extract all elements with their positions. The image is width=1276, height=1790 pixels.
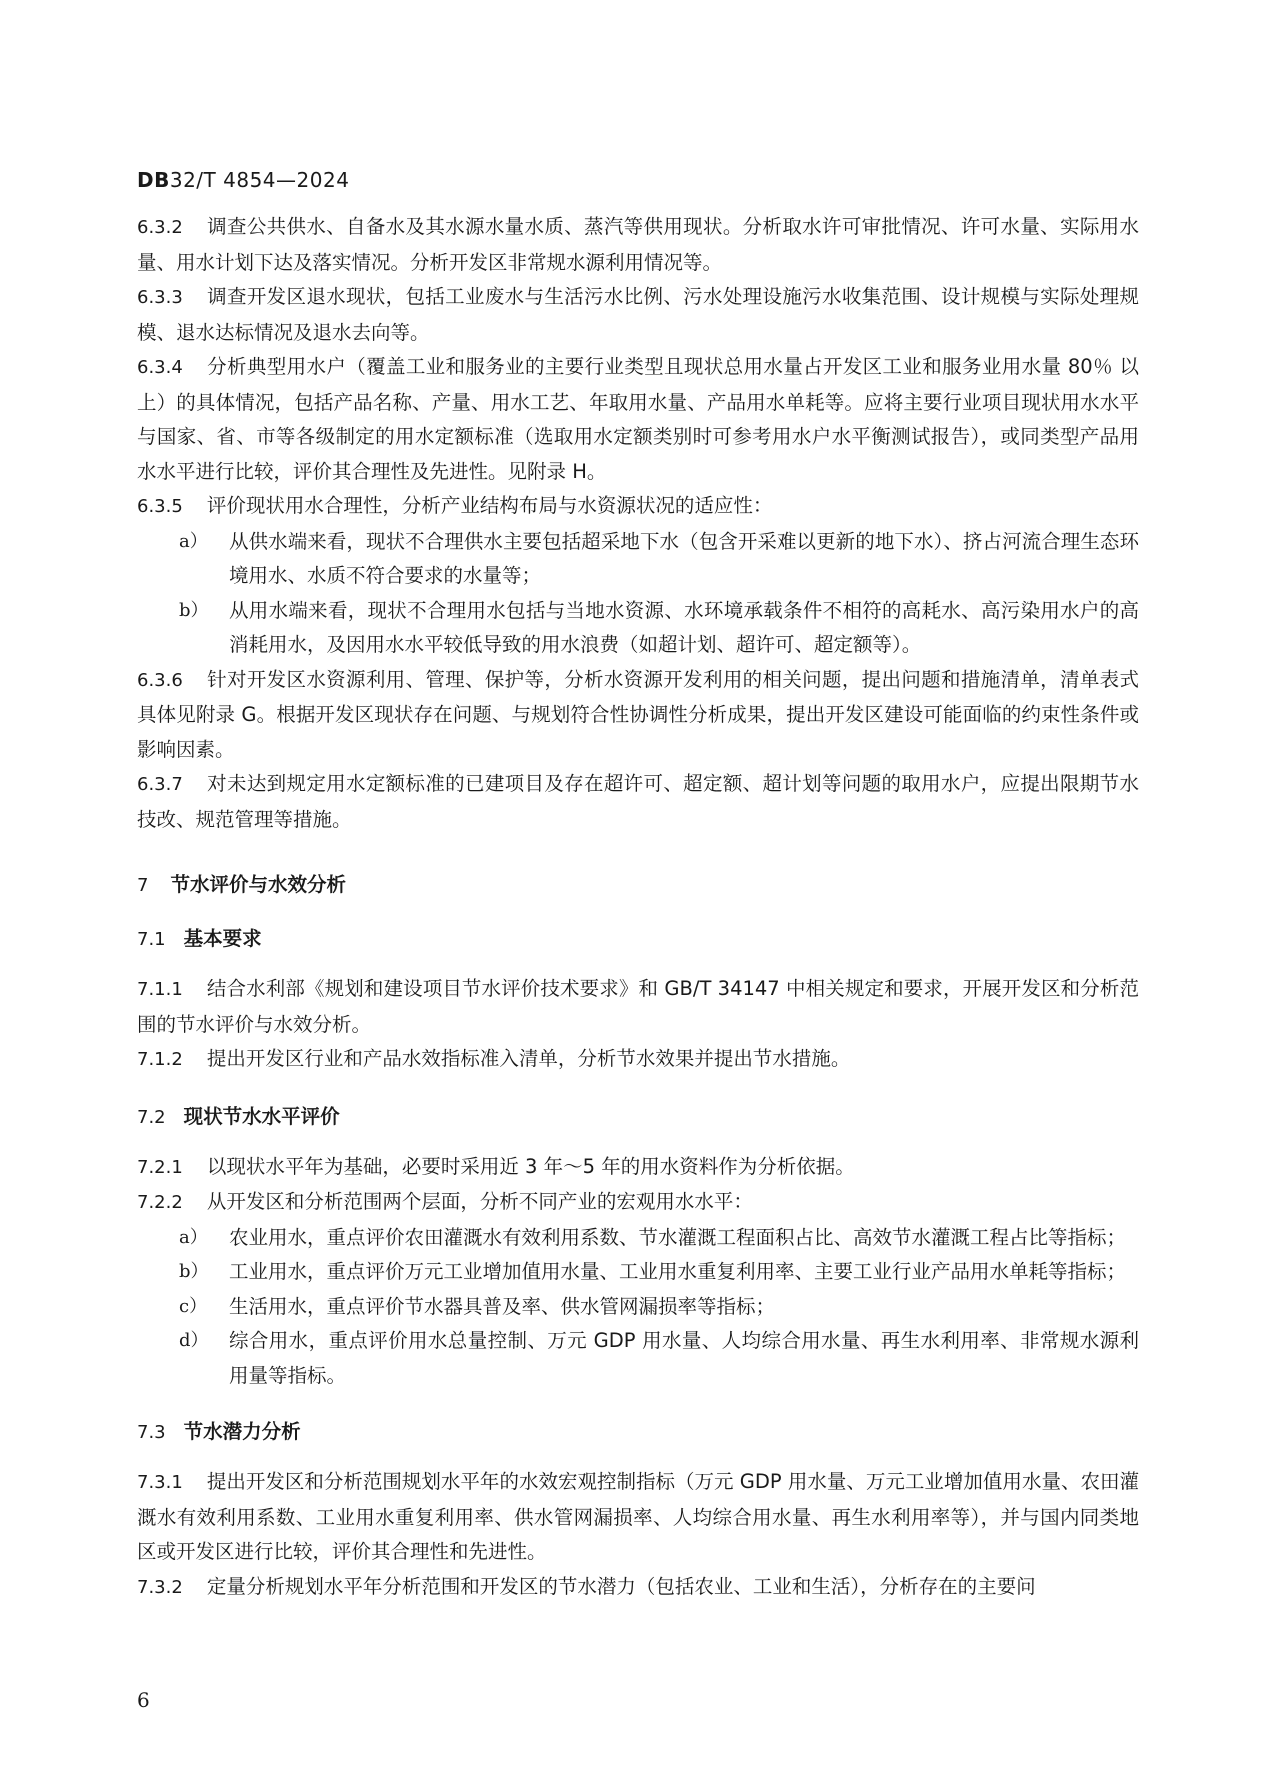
list-item-6-3-5-a	[137, 525, 1139, 594]
list-item-text: 农业用水，重点评价农田灌溉水有效利用系数、节水灌溉工程面积占比、高效节水灌溉工程占比等指标；	[229, 1225, 1127, 1249]
clause-6-3-2	[137, 210, 1139, 280]
clause-number: 7.3.1	[137, 1472, 183, 1493]
clause-number: 6.3.3	[137, 287, 183, 308]
clause-text: 针对开发区水资源利用、管理、保护等，分析水资源开发利用的相关问题，提出问题和措施清单，清单表式具体见附录 G。根据开发区现状存在问题、与规划符合性协调性分析成果，提出开发区建设可能面临的约束性条件或影响因素。	[137, 667, 1139, 761]
section-title: 基本要求	[183, 927, 262, 950]
document-body	[137, 210, 1139, 1605]
list-marker: a）	[179, 1226, 208, 1248]
list-item-7-2-2-c	[137, 1290, 1139, 1325]
clause-number: 7.2.2	[137, 1192, 183, 1213]
clause-number: 6.3.4	[137, 357, 183, 378]
section-7-1-heading	[137, 922, 1139, 958]
clause-text: 结合水利部《规划和建设项目节水评价技术要求》和 GB/T 34147 中相关规定和要求，开展开发区和分析范围的节水评价与水效分析。	[137, 977, 1139, 1036]
clause-7-2-1	[137, 1150, 1139, 1186]
section-number: 7	[137, 875, 149, 896]
clause-number: 7.2.1	[137, 1156, 183, 1178]
clause-text: 提出开发区行业和产品水效指标准入清单，分析节水效果并提出节水措施。	[206, 1047, 851, 1070]
list-item-7-2-2-d	[137, 1324, 1139, 1393]
clause-text: 定量分析规划水平年分析范围和开发区的节水潜力（包括农业、工业和生活），分析存在的主要问	[206, 1574, 1036, 1598]
list-item-text: 生活用水，重点评价节水器具普及率、供水管网漏损率等指标；	[229, 1294, 776, 1318]
page-number: 6	[137, 1688, 150, 1712]
clause-text: 提出开发区和分析范围规划水平年的水效宏观控制指标（万元 GDP 用水量、万元工业增加值用水量、农田灌溉水有效利用系数、工业用水重复利用率、供水管网漏损率、人均综合用水量、再生水利用率等），并与国内同类地区或开发区进行比较，评价其合理性和先进性。	[137, 1470, 1139, 1563]
clause-number: 7.1.1	[137, 979, 183, 1000]
clause-7-3-1	[137, 1465, 1139, 1570]
clause-text: 分析典型用水户（覆盖工业和服务业的主要行业类型且现状总用水量占开发区工业和服务业用水量 80％ 以上）的具体情况，包括产品名称、产量、用水工艺、年取用水量、产品用水单耗等。应将主要行业项目现状用水水平与国家、省、市等各级制定的用水定额标准（选取用水定额类别时可参考用水户水平衡测试报告），或同类型产品用水水平进行比较，评价其合理性及先进性。见附录 H。	[137, 355, 1139, 483]
clause-number: 6.3.5	[137, 496, 183, 517]
list-marker: b）	[179, 1261, 209, 1282]
section-title: 现状节水水平评价	[183, 1104, 340, 1128]
clause-text: 以现状水平年为基础，必要时采用近 3 年～5 年的用水资料作为分析依据。	[206, 1154, 855, 1178]
clause-6-3-3	[137, 280, 1139, 350]
section-7-2-heading	[137, 1100, 1139, 1136]
clause-number: 6.3.7	[137, 774, 183, 795]
standard-code-header	[137, 168, 349, 192]
section-title: 节水评价与水效分析	[170, 873, 346, 896]
list-item-7-2-2-a	[137, 1221, 1139, 1256]
list-item-text: 工业用水，重点评价万元工业增加值用水量、工业用水重复利用率、主要工业行业产品用水单耗等指标；	[229, 1260, 1127, 1283]
list-marker: c）	[179, 1295, 208, 1317]
standard-code-number: 32/T 4854—2024	[169, 168, 350, 192]
list-marker: d）	[179, 1330, 209, 1351]
section-7-3-heading	[137, 1415, 1139, 1451]
list-marker: a）	[179, 530, 208, 552]
list-item-text: 综合用水，重点评价用水总量控制、万元 GDP 用水量、人均综合用水量、再生水利用率、非常规水源利用量等指标。	[229, 1329, 1139, 1387]
list-item-text: 从用水端来看，现状不合理用水包括与当地水资源、水环境承载条件不相符的高耗水、高污染用水户的高消耗用水，及因用水水平较低导致的用水浪费（如超计划、超许可、超定额等）。	[229, 598, 1139, 656]
clause-text: 调查公共供水、自备水及其水源水量水质、蒸汽等供用现状。分析取水许可审批情况、许可水量、实际用水量、用水计划下达及落实情况。分析开发区非常规水源利用情况等。	[137, 215, 1139, 274]
list-item-7-2-2-b	[137, 1255, 1139, 1290]
clause-6-3-7	[137, 767, 1139, 837]
section-title: 节水潜力分析	[183, 1420, 301, 1443]
clause-6-3-4	[137, 350, 1139, 489]
list-item-text: 从供水端来看，现状不合理供水主要包括超采地下水（包含开采难以更新的地下水）、挤占河流合理生态环境用水、水质不符合要求的水量等；	[229, 529, 1139, 587]
standard-code-prefix: DB	[137, 168, 170, 192]
clause-7-3-2	[137, 1570, 1139, 1606]
clause-text: 评价现状用水合理性，分析产业结构布局与水资源状况的适应性：	[206, 494, 773, 517]
clause-6-3-6	[137, 663, 1139, 768]
list-item-6-3-5-b	[137, 594, 1139, 663]
list-marker: b）	[179, 599, 209, 621]
clause-text: 对未达到规定用水定额标准的已建项目及存在超许可、超定额、超计划等问题的取用水户，应提出限期节水技改、规范管理等措施。	[137, 772, 1139, 831]
clause-number: 6.3.2	[137, 217, 183, 238]
clause-number: 6.3.6	[137, 669, 183, 691]
clause-number: 7.3.2	[137, 1576, 183, 1598]
section-number: 7.2	[137, 1106, 166, 1128]
clause-7-2-2	[137, 1185, 1139, 1221]
clause-number: 7.1.2	[137, 1049, 183, 1070]
clause-text: 从开发区和分析范围两个层面，分析不同产业的宏观用水水平：	[206, 1190, 753, 1213]
clause-7-1-2	[137, 1042, 1139, 1078]
section-7-heading	[137, 868, 1139, 904]
clause-text: 调查开发区退水现状，包括工业废水与生活污水比例、污水处理设施污水收集范围、设计规模与实际处理规模、退水达标情况及退水去向等。	[137, 285, 1139, 344]
section-number: 7.3	[137, 1422, 166, 1443]
clause-6-3-5	[137, 489, 1139, 525]
section-number: 7.1	[137, 929, 166, 950]
clause-7-1-1	[137, 972, 1139, 1042]
